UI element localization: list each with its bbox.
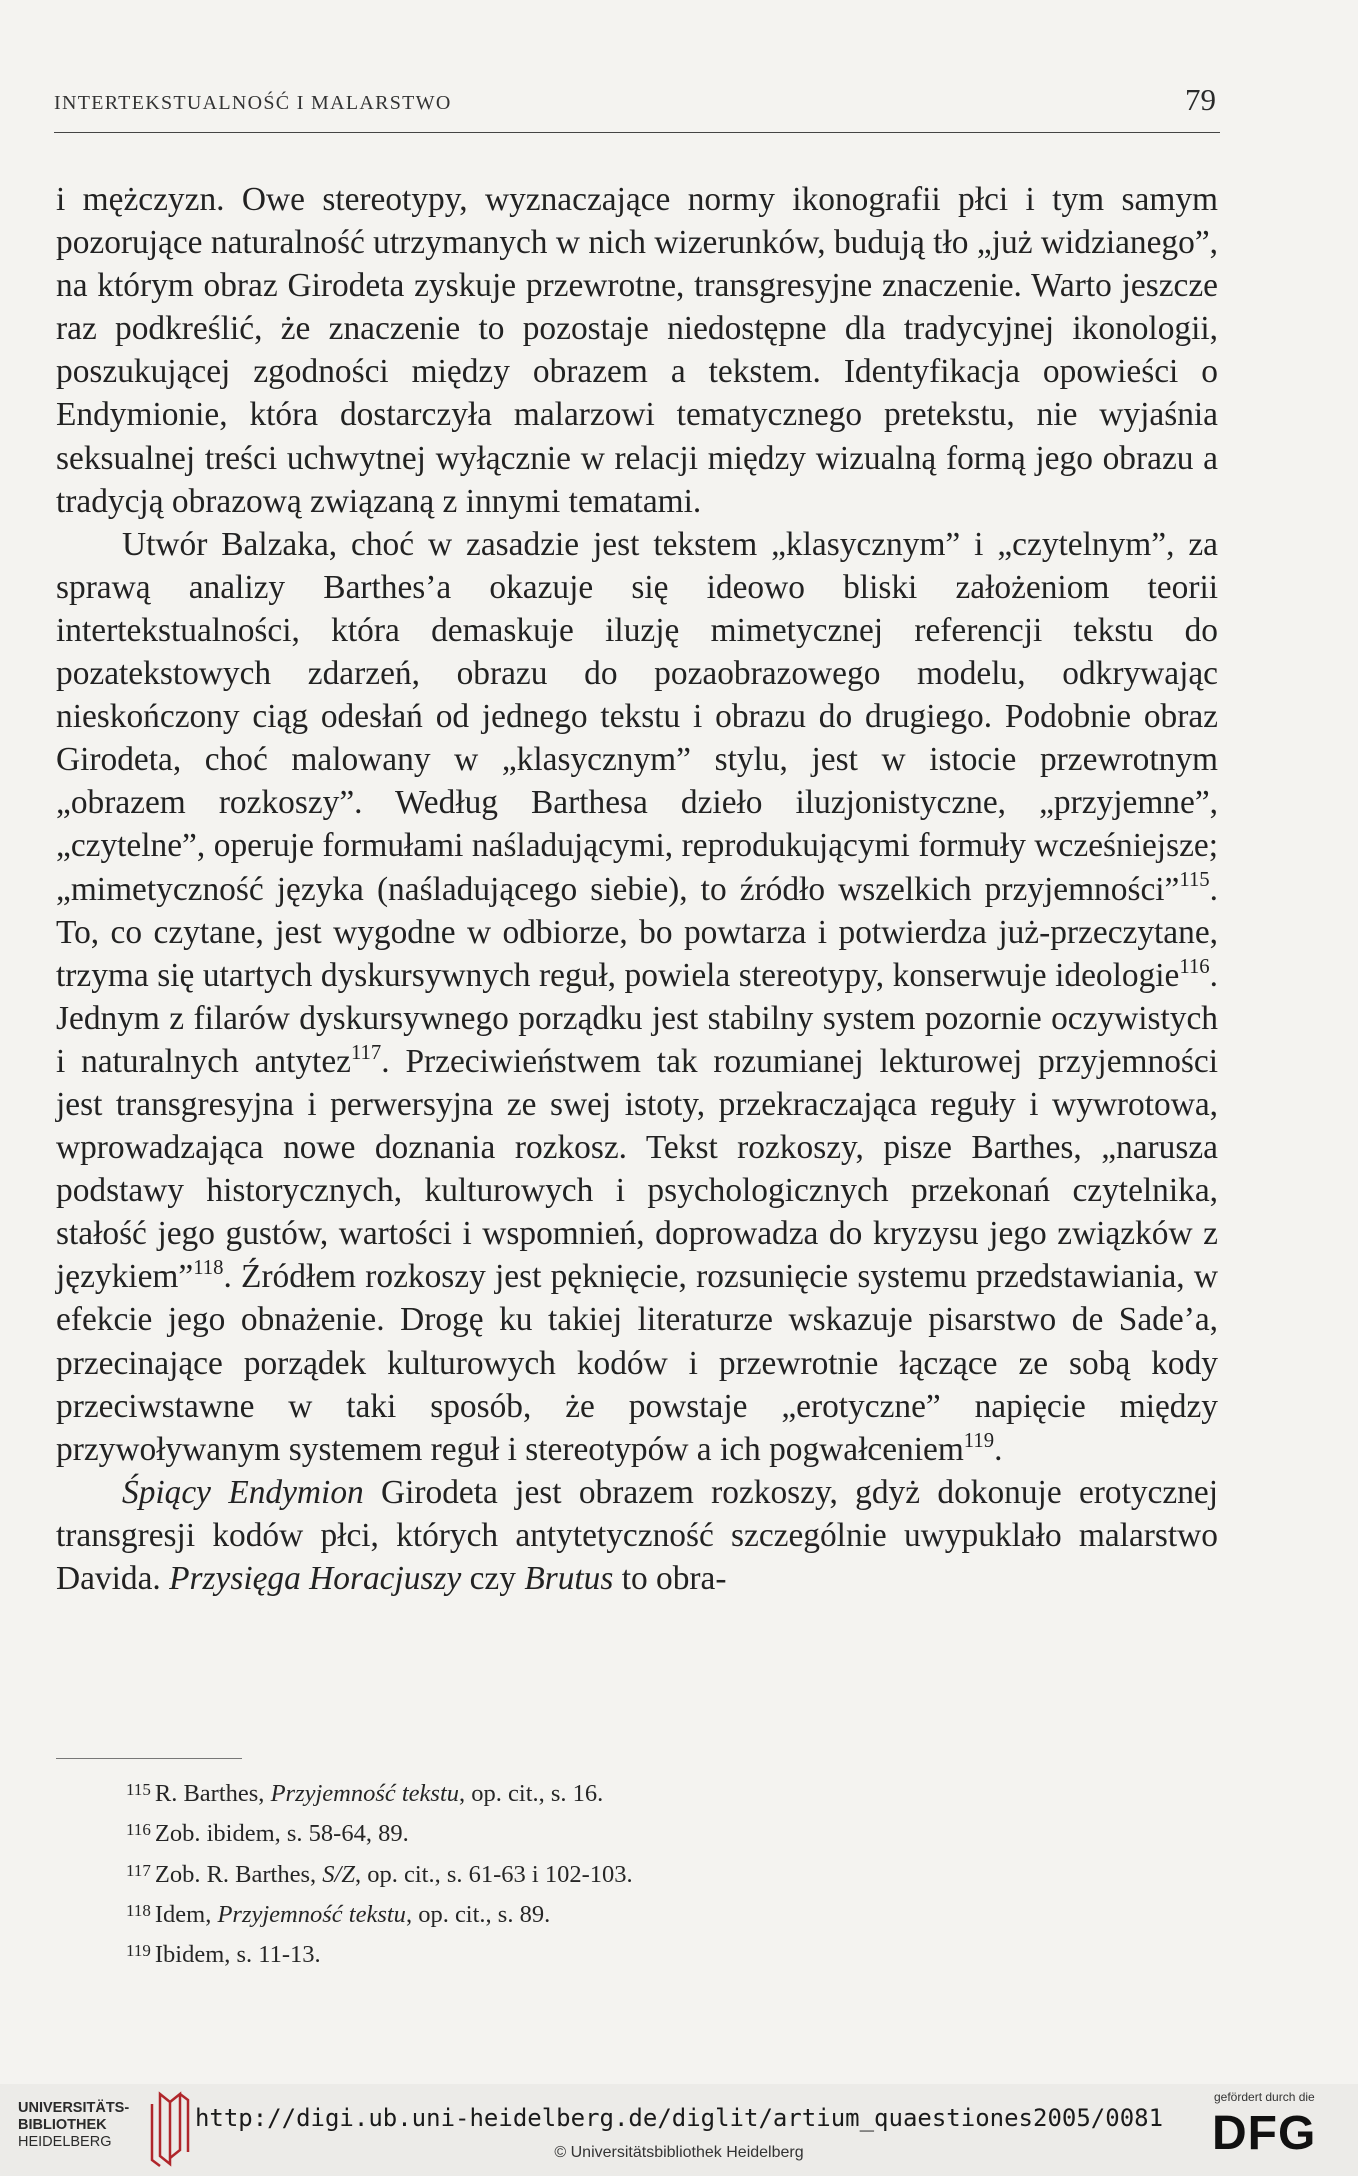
footnote-text: Ibidem, s. 11-13. — [154, 1941, 321, 1969]
footnote-number: 119 — [126, 1941, 151, 1961]
library-name-line: HEIDELBERG — [18, 2134, 112, 2150]
artwork-title: Brutus — [524, 1560, 614, 1597]
paragraph-2 — [56, 523, 1218, 1471]
footnote-title: S/Z — [322, 1860, 355, 1888]
funding-caption: gefördert durch die — [1214, 2090, 1315, 2104]
paragraph-3-text: Girodeta jest obrazem rozkoszy, gdyż dokonuje erotycznej transgresji kodów płci, których antytetyczność szczególnie uwypuklało malarstwo Davida. — [56, 1473, 1218, 1597]
footnote-title: Przyjemność tekstu — [217, 1900, 406, 1928]
footnote-title: Przyjemność tekstu — [270, 1780, 460, 1807]
footnote — [126, 1893, 1126, 1933]
footnote-number: 115 — [126, 1780, 151, 1799]
footnote-ref-116[interactable]: 116 — [1179, 955, 1210, 978]
paragraph-2-text: . Przeciwieństwem tak rozumianej lekturowej przyjemności jest transgresyjna i perwersyjna ze swej istoty, przekraczająca reguły i wywrotowa, wprowadzająca nowe doznania rozkosz. Tekst rozkoszy, pisze Barthes, „narusza podstawy historycznych, kulturowych i psychologicznych przekonań czytelnika, stałość jego gustów, wartości i wspomnień, doprowadza do kryzysu jego związków z językiem” — [56, 1042, 1218, 1296]
paragraph-2-text: . Źródłem rozkoszy jest pęknięcie, rozsunięcie systemu przedstawiania, w efekcie jego obnażenie. Drogę ku takiej literaturze wskazuje pisarstwo de Sade’a, przecinające porządek kulturowych kodów i przewrotnie łączące ze sobą kody przeciwstawne w taki sposób, że powstaje „erotyczne” napięcie między przywoływanym systemem reguł i stereotypów a ich pogwałceniem — [56, 1258, 1218, 1468]
footnote-ref-118[interactable]: 118 — [193, 1257, 224, 1280]
footnote-text: R. Barthes, — [154, 1780, 271, 1807]
footnote-number: 116 — [126, 1820, 151, 1840]
library-name-line: UNIVERSITÄTS- — [18, 2100, 130, 2116]
footnote-number: 118 — [126, 1900, 151, 1920]
footnote — [126, 1772, 1126, 1812]
footnote-number: 117 — [126, 1860, 151, 1880]
running-title: INTERTEKSTUALNOŚĆ I MALARSTWO — [54, 92, 452, 114]
paragraph-2-text: . — [994, 1430, 1003, 1468]
footnote-text: Idem, — [154, 1900, 218, 1928]
footnote — [126, 1853, 1126, 1893]
paragraph-1-text: i mężczyzn. Owe stereotypy, wyznaczające normy ikonografii płci i tym samym pozorujące naturalność utrzymanych w nich wizerunków, budują tło „już widzianego”, na którym obraz Girodeta zyskuje przewrotne, transgresyjne znaczenie. Warto jeszcze raz podkreślić, że znaczenie to pozostaje niedostępne dla tradycyjnej ikonologii, poszukującej zgodności między obrazem a tekstem. Identyfikacja opowieści o Endymionie, która dostarczyła malarzowi tematycznego pretekstu, nie wyjaśnia seksualnej treści uchwytnej wyłącznie w relacji między wizualną formą jego obrazu a tradycją obrazową związaną z innymi tematami. — [56, 181, 1218, 520]
paragraph-2-text: Utwór Balzaka, choć w zasadzie jest tekstem „klasycznym” i „czytelnym”, za sprawą analizy Barthes’a okazuje się ideowo bliski założeniom teorii intertekstualności, która demaskuje iluzję mimetycznej referencji tekstu do pozatekstowych zdarzeń, obrazu do pozaobrazowego modelu, odkrywając nieskończony ciąg odesłań od jednego tekstu i obrazu do drugiego. Podobnie obraz Girodeta, choć malowany w „klasycznym” stylu, jest w istocie przewrotnym „obrazem rozkoszy”. Według Barthesa dzieło iluzjonistyczne, „przyjemne”, „czytelne”, operuje formułami naśladującymi, reprodukującymi formuły wcześniejsze; „mimetyczność języka (naśladującego siebie), to źródło wszelkich przyjemności” — [56, 525, 1218, 908]
footnote-ref-115[interactable]: 115 — [1179, 869, 1210, 892]
paragraph-3-text: czy — [461, 1560, 525, 1597]
footnote-text: , op. cit., s. 89. — [405, 1900, 551, 1928]
artwork-title: Śpiący Endymion — [122, 1473, 364, 1511]
paragraph-3 — [56, 1471, 1218, 1600]
source-url-link[interactable]: http://digi.ub.uni-heidelberg.de/diglit/artium_quaestiones2005/0081 — [194, 2104, 1164, 2132]
footnote-text: Zob. R. Barthes, — [154, 1860, 323, 1888]
artwork-title: Przysięga Horacjuszy — [169, 1560, 462, 1597]
footnotes — [126, 1772, 1126, 1973]
paragraph-2-text: . To, co czytane, jest wygodne w odbiorze, bo powtarza i potwierdza już-przeczytane, trzyma się utartych dyskursywnych reguł, powiela stereotypy, konserwuje ideologie — [56, 870, 1218, 994]
footnote-divider — [56, 1758, 242, 1759]
paragraph-3-text: to obra- — [613, 1560, 727, 1597]
footnote — [126, 1933, 1126, 1973]
page-number: 79 — [1185, 82, 1216, 117]
library-name-line: BIBLIOTHEK — [18, 2117, 107, 2133]
footnote-text: , op. cit., s. 61-63 i 102-103. — [354, 1860, 633, 1888]
copyright-notice: © Universitätsbibliothek Heidelberg — [554, 2144, 804, 2161]
body-text — [56, 178, 1218, 1600]
paragraph-2-text: . Jednym z filarów dyskursywnego porządku jest stabilny system pozornie oczywistych i naturalnych antytez — [56, 956, 1218, 1080]
footnote-ref-119[interactable]: 119 — [963, 1429, 995, 1452]
footnote-text: Zob. ibidem, s. 58-64, 89. — [154, 1820, 409, 1848]
footnote-text: , op. cit., s. 16. — [459, 1780, 604, 1807]
digitization-footer — [0, 2084, 1358, 2176]
paragraph-1 — [56, 178, 1218, 523]
running-head — [54, 82, 1220, 133]
footnote-ref-117[interactable]: 117 — [350, 1041, 382, 1064]
footnote — [126, 1812, 1126, 1852]
dfg-logo: DFG — [1212, 2107, 1317, 2160]
